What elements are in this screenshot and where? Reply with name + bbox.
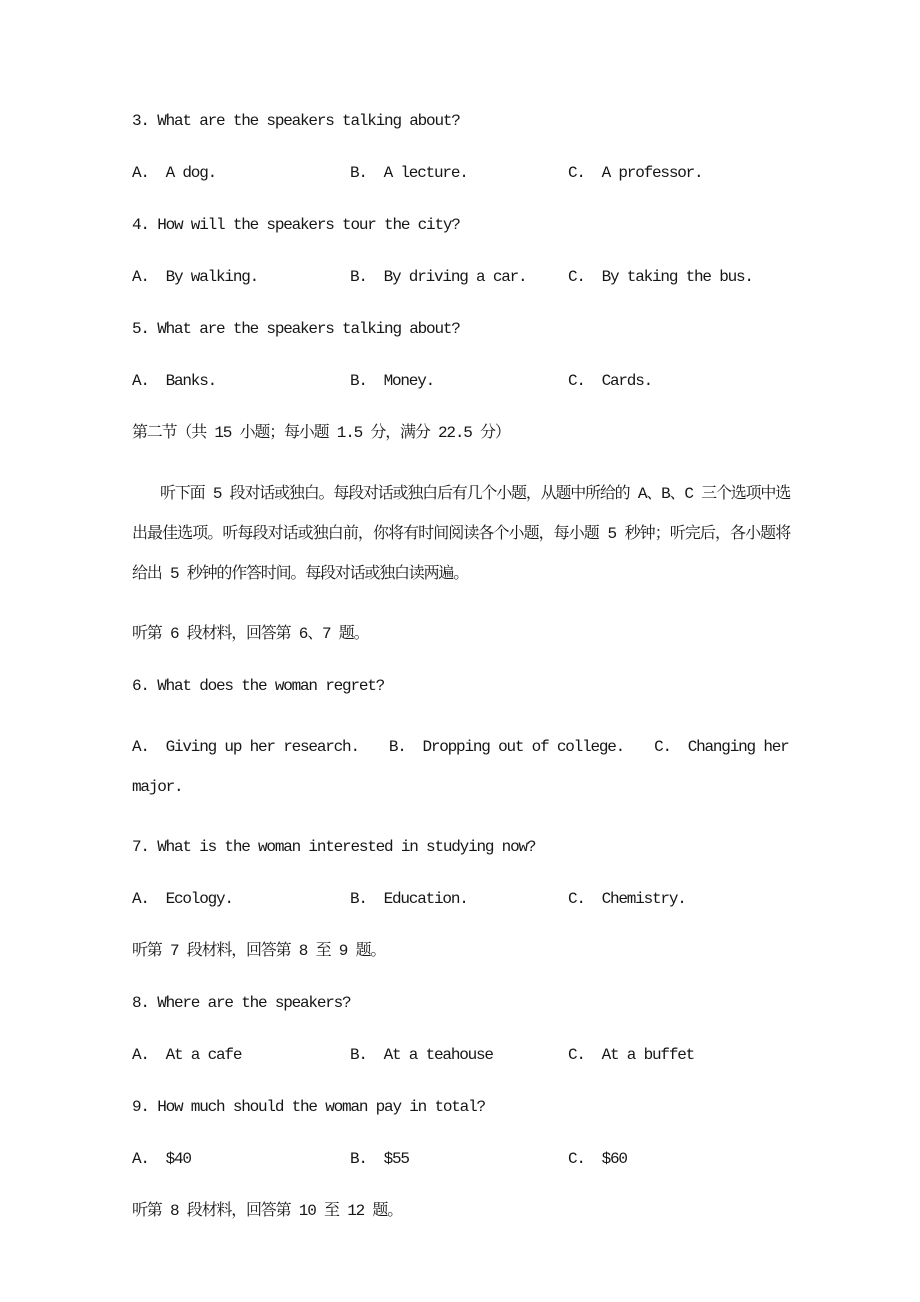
question-3-options xyxy=(132,162,790,185)
question-4-prompt: 4. How will the speakers tour the city? xyxy=(132,216,460,234)
question-5-options xyxy=(132,370,790,393)
question-8-prompt: 8. Where are the speakers? xyxy=(132,994,351,1012)
question-7-prompt: 7. What is the woman interested in studying now? xyxy=(132,838,536,856)
question-6-option-b: B. Dropping out of college. xyxy=(388,738,625,756)
question-4-option-a: A. By walking. xyxy=(132,268,259,286)
question-8-option-b: B. At a teahouse xyxy=(350,1046,493,1064)
question-7-option-b: B. Education. xyxy=(350,890,468,908)
material-prompt-7: 听第 7 段材料，回答第 8 至 9 题。 xyxy=(132,942,386,960)
question-7-option-c: C. Chemistry. xyxy=(568,890,686,908)
question-3-prompt: 3. What are the speakers talking about? xyxy=(132,112,460,130)
question-5-option-c: C. Cards. xyxy=(568,372,653,390)
question-8-options xyxy=(132,1044,790,1067)
material-prompt-6: 听第 6 段材料，回答第 6、7 题。 xyxy=(132,625,369,643)
question-9-option-b: B. $55 xyxy=(350,1150,409,1168)
question-9-options xyxy=(132,1148,790,1171)
question-7-option-a: A. Ecology. xyxy=(132,890,233,908)
section-2-instructions: 听下面 5 段对话或独白。每段对话或独白后有几个小题，从题中所给的 A、B、C 三个选项中选出最佳选项。听每段对话或独白前，你将有时间阅读各个小题，每小题 5 秒钟；听完后，各小题将给出 5 秒钟的作答时间。每段对话或独白读两遍。 xyxy=(132,485,790,583)
question-6-option-c: C. Changing her major. xyxy=(132,738,797,796)
question-4-options xyxy=(132,266,790,289)
question-9-option-c: C. $60 xyxy=(568,1150,627,1168)
question-8-option-a: A. At a cafe xyxy=(132,1046,242,1064)
question-6-options xyxy=(132,727,797,807)
section-2-heading: 第二节（共 15 小题；每小题 1.5 分，满分 22.5 分） xyxy=(132,424,510,442)
question-6-prompt: 6. What does the woman regret? xyxy=(132,677,385,695)
question-5-option-a: A. Banks. xyxy=(132,372,217,390)
question-3-option-c: C. A professor. xyxy=(568,164,703,182)
question-8-option-c: C. At a buffet xyxy=(568,1046,695,1064)
question-3-option-b: B. A lecture. xyxy=(350,164,468,182)
question-4-option-c: C. By taking the bus. xyxy=(568,268,753,286)
question-5-option-b: B. Money. xyxy=(350,372,435,390)
question-9-option-a: A. $40 xyxy=(132,1150,191,1168)
question-9-prompt: 9. How much should the woman pay in total? xyxy=(132,1098,485,1116)
material-prompt-8: 听第 8 段材料，回答第 10 至 12 题。 xyxy=(132,1202,403,1220)
question-7-options xyxy=(132,888,790,911)
question-4-option-b: B. By driving a car. xyxy=(350,268,527,286)
question-5-prompt: 5. What are the speakers talking about? xyxy=(132,320,460,338)
question-3-option-a: A. A dog. xyxy=(132,164,217,182)
question-6-option-a: A. Giving up her research. xyxy=(132,738,359,756)
